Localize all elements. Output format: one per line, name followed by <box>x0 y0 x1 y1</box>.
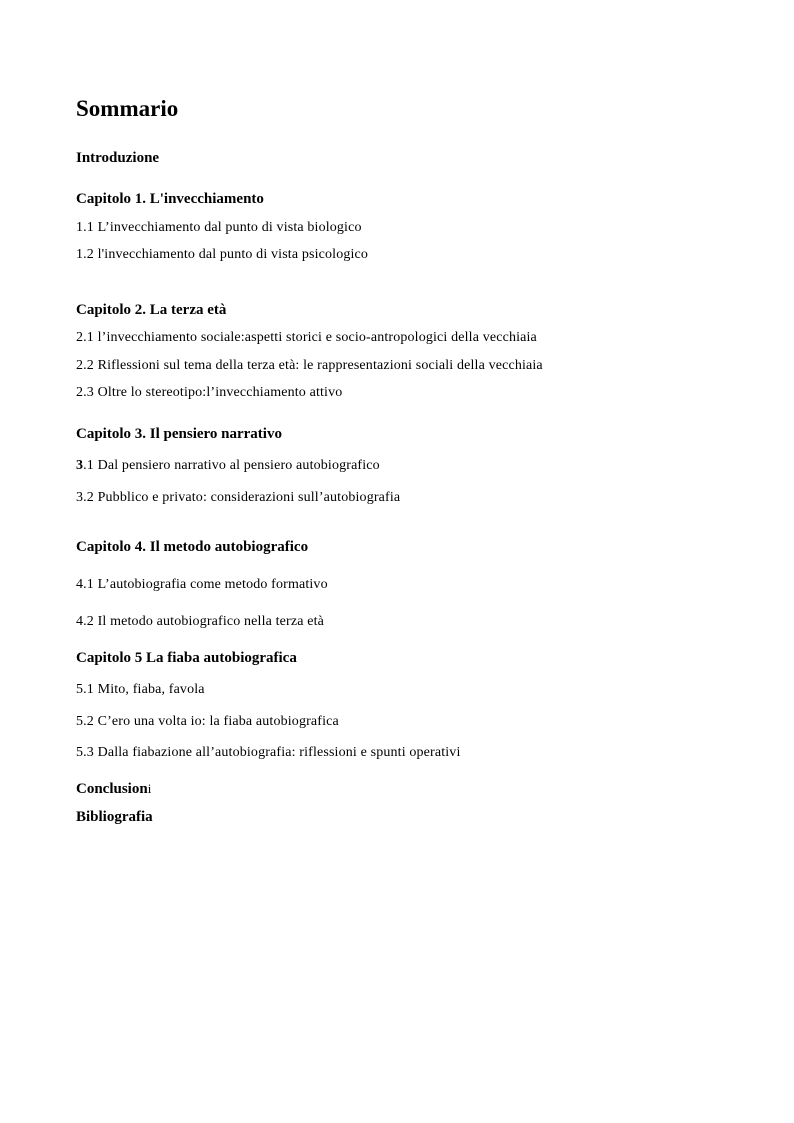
toc-entry-4-1: 4.1 L’autobiografia come metodo formativo <box>76 577 328 592</box>
toc-entry-5-3: 5.3 Dalla fiabazione all’autobiografia: riflessioni e spunti operativi <box>76 745 461 760</box>
page-title: Sommario <box>76 96 179 121</box>
toc-entry-5-2: 5.2 C’ero una volta io: la fiaba autobiografica <box>76 714 339 729</box>
toc-entry-3-1-number: 3 <box>76 458 84 473</box>
toc-chapter-1-heading: Capitolo 1. L'invecchiamento <box>76 191 264 207</box>
toc-entry-4-2: 4.2 Il metodo autobiografico nella terza età <box>76 614 324 629</box>
toc-entry-3-2: 3.2 Pubblico e privato: considerazioni sull’autobiografia <box>76 490 401 505</box>
toc-entry-3-1-text: .1 Dal pensiero narrativo al pensiero autobiografico <box>83 458 380 473</box>
toc-chapter-4-heading: Capitolo 4. Il metodo autobiografico <box>76 539 309 555</box>
toc-introduction: Introduzione <box>76 150 160 166</box>
toc-bibliography: Bibliografia <box>76 809 153 825</box>
toc-chapter-2-heading: Capitolo 2. La terza età <box>76 302 227 318</box>
toc-entry-1-1: 1.1 L’invecchiamento dal punto di vista biologico <box>76 220 362 235</box>
toc-conclusions <box>76 782 151 797</box>
toc-entry-2-3: 2.3 Oltre lo stereotipo:l’invecchiamento attivo <box>76 385 343 400</box>
toc-entry-3-1 <box>76 459 380 473</box>
toc-entry-2-1: 2.1 l’invecchiamento sociale:aspetti storici e socio-antropologici della vecchiaia <box>76 330 537 345</box>
toc-conclusions-bold: Conclusion <box>76 781 148 797</box>
toc-entry-2-2: 2.2 Riflessioni sul tema della terza età: le rappresentazioni sociali della vecchiaia <box>76 358 543 373</box>
toc-chapter-3-heading: Capitolo 3. Il pensiero narrativo <box>76 426 282 442</box>
toc-entry-1-2: 1.2 l'invecchiamento dal punto di vista psicologico <box>76 247 369 262</box>
toc-entry-5-1: 5.1 Mito, fiaba, favola <box>76 682 205 697</box>
toc-conclusions-tail: i <box>147 781 152 796</box>
toc-chapter-5-heading: Capitolo 5 La fiaba autobiografica <box>76 650 297 666</box>
